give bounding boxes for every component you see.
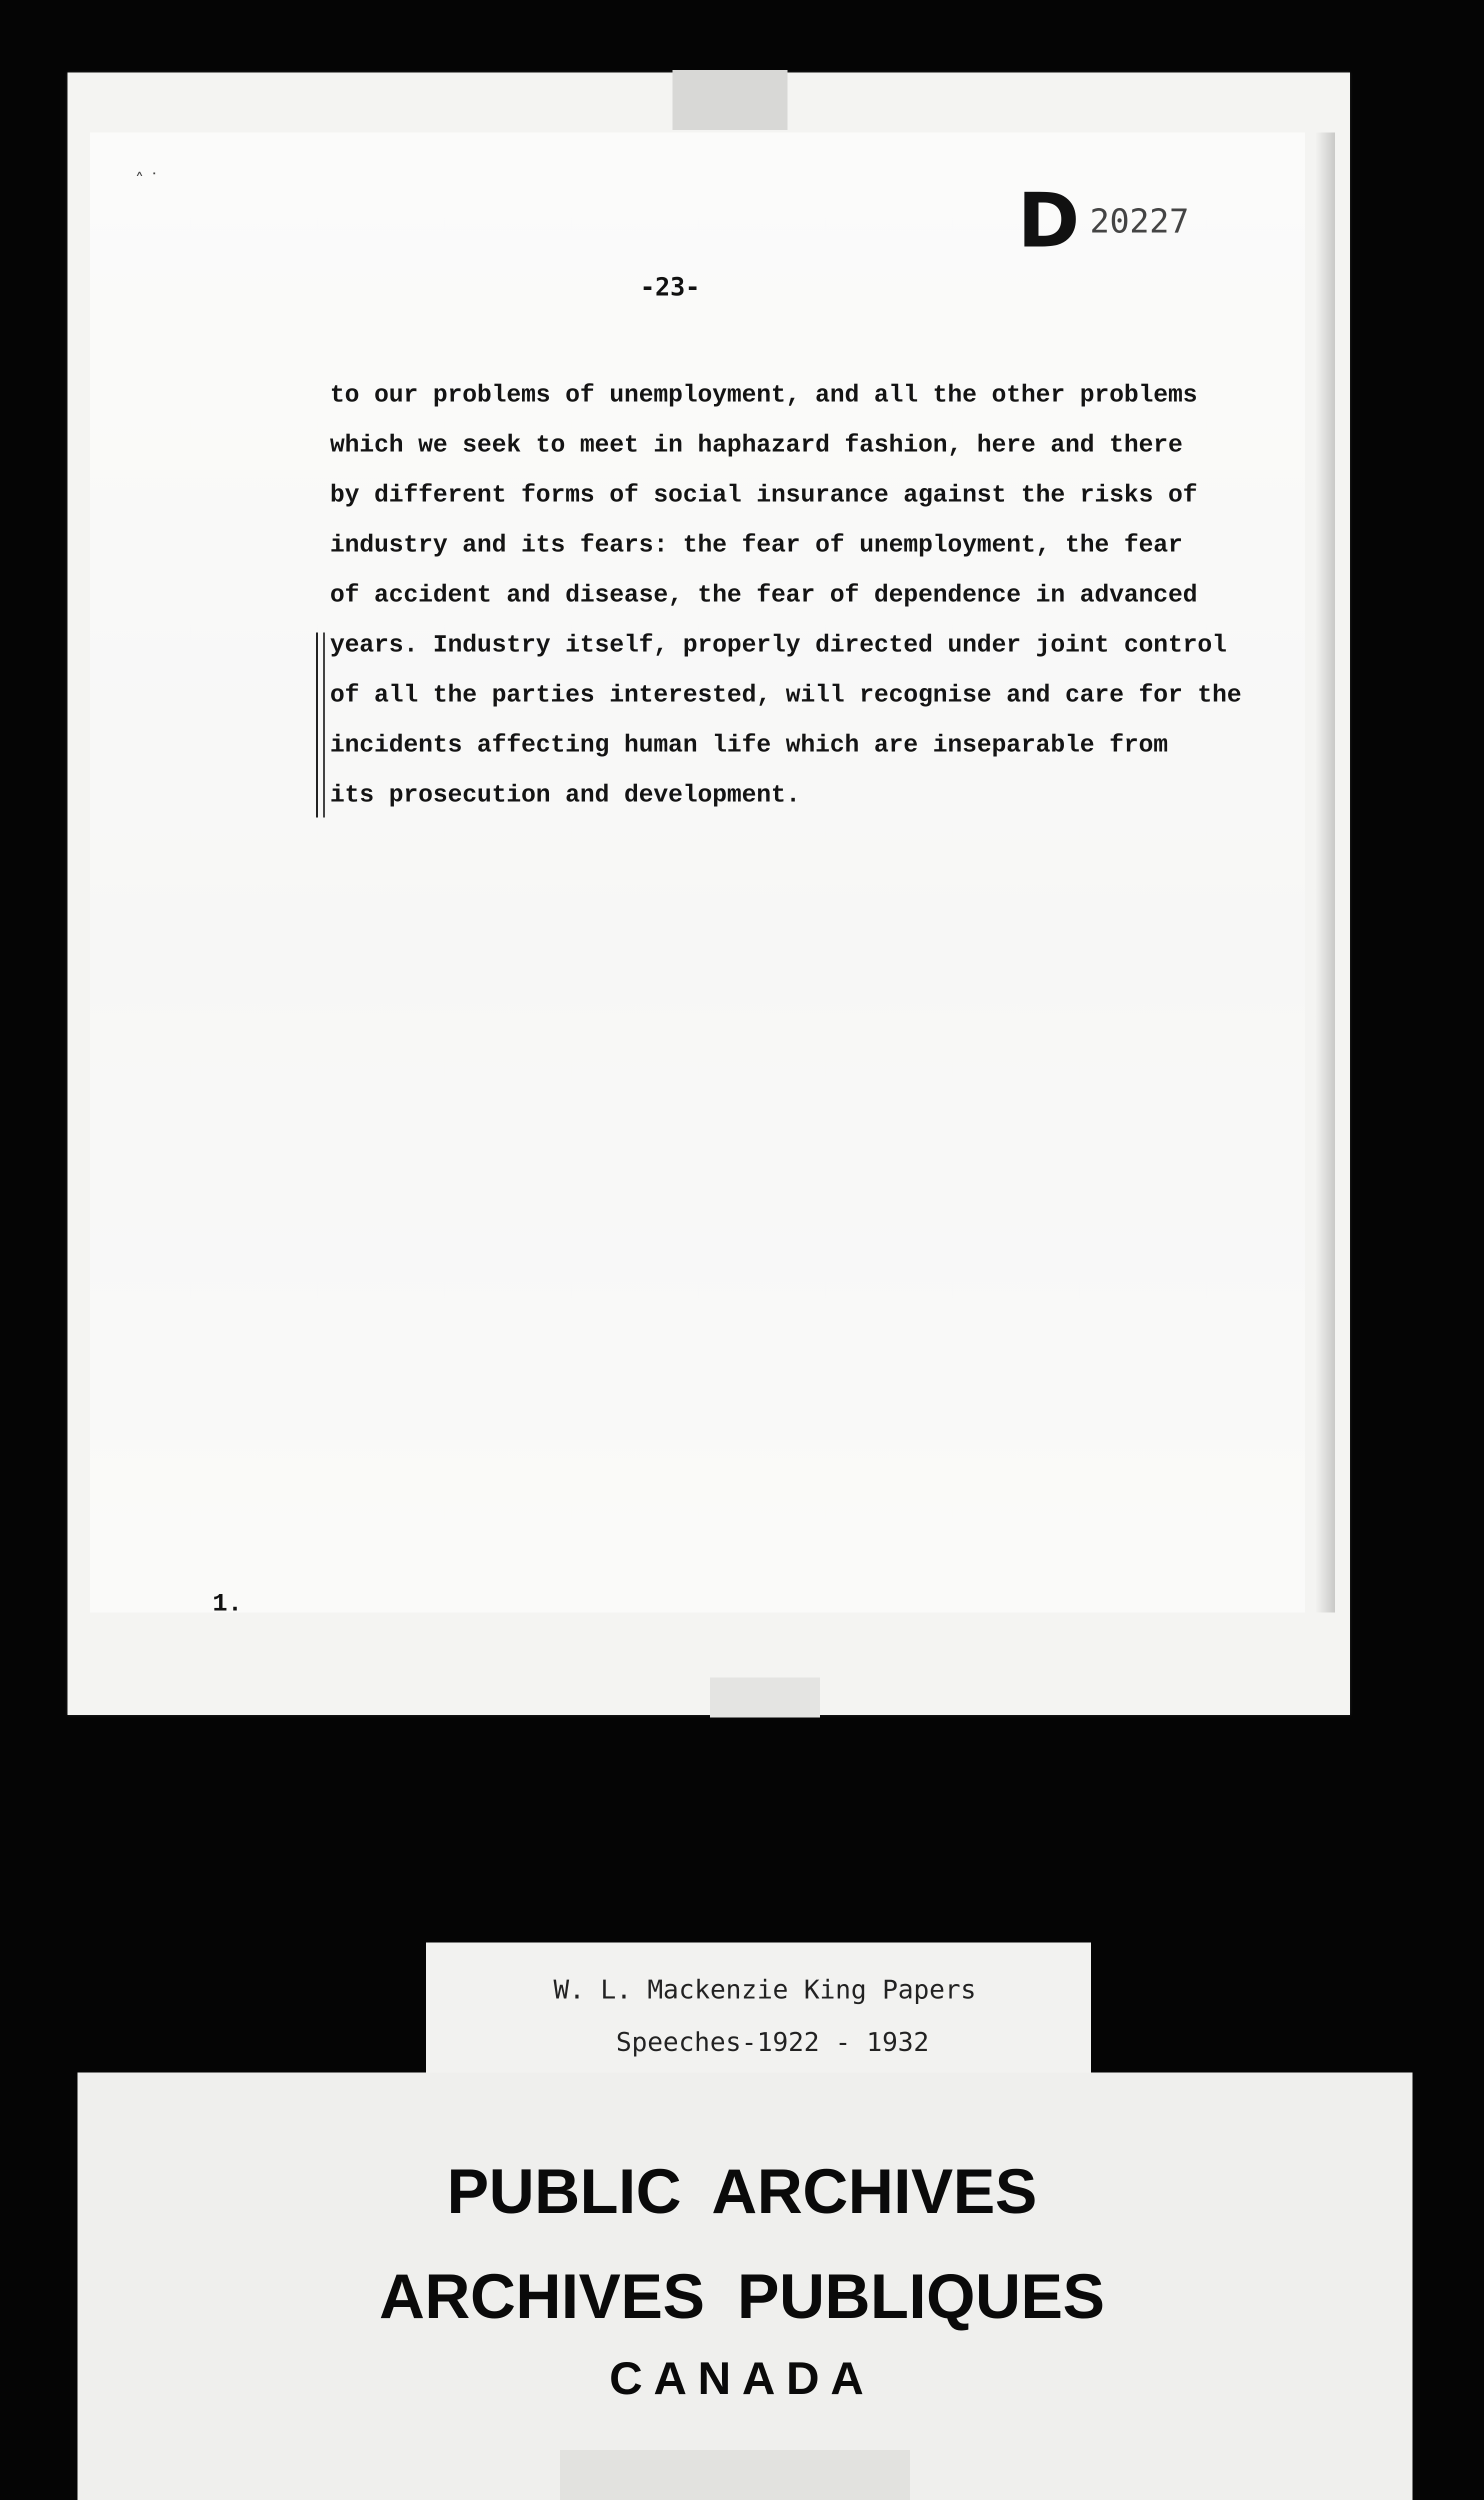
page-edge-shadow [1315, 132, 1335, 1612]
document-page [68, 72, 1350, 1715]
typed-text-block [330, 370, 1242, 820]
margin-marker [316, 632, 325, 818]
text-line: its prosecution and development. [330, 781, 800, 809]
bottom-tape [710, 1678, 820, 1718]
text-line: by different forms of social insurance against the risks of [330, 481, 1198, 509]
collection-label [426, 1942, 1091, 2075]
collection-series: Speeches-1922 - 1932 [616, 2028, 930, 2058]
page-number: -23- [640, 272, 700, 302]
text-line: which we seek to meet in haphazard fashion, here and there [330, 431, 1183, 459]
stamp-letter: D [1018, 178, 1080, 264]
footnote-marker: 1. [212, 1590, 243, 1618]
collection-title: W. L. Mackenzie King Papers [554, 1975, 976, 2005]
text-line: of accident and disease, the fear of dependence in advanced [330, 581, 1198, 609]
text-line: industry and its fears: the fear of unemployment, the fear [330, 531, 1183, 559]
page-sheet [90, 132, 1305, 1612]
archive-title-en: PUBLIC ARCHIVES [446, 2156, 1038, 2226]
text-line: incidents affecting human life which are inseparable from [330, 731, 1168, 759]
archive-title-fr: ARCHIVES PUBLIQUES [379, 2261, 1105, 2332]
top-tape [672, 70, 788, 130]
archive-country: CANADA [609, 2353, 875, 2404]
text-line: years. Industry itself, properly directed under joint control [330, 631, 1227, 659]
archive-card-tab [560, 2450, 910, 2500]
stamp-number: 20227 [1090, 202, 1190, 240]
text-line: of all the parties interested, will recognise and care for the [330, 681, 1242, 709]
text-line: to our problems of unemployment, and all the other problems [330, 381, 1198, 409]
document-stamp [1018, 178, 1189, 264]
corner-mark: ˄ ˙ [135, 170, 159, 190]
